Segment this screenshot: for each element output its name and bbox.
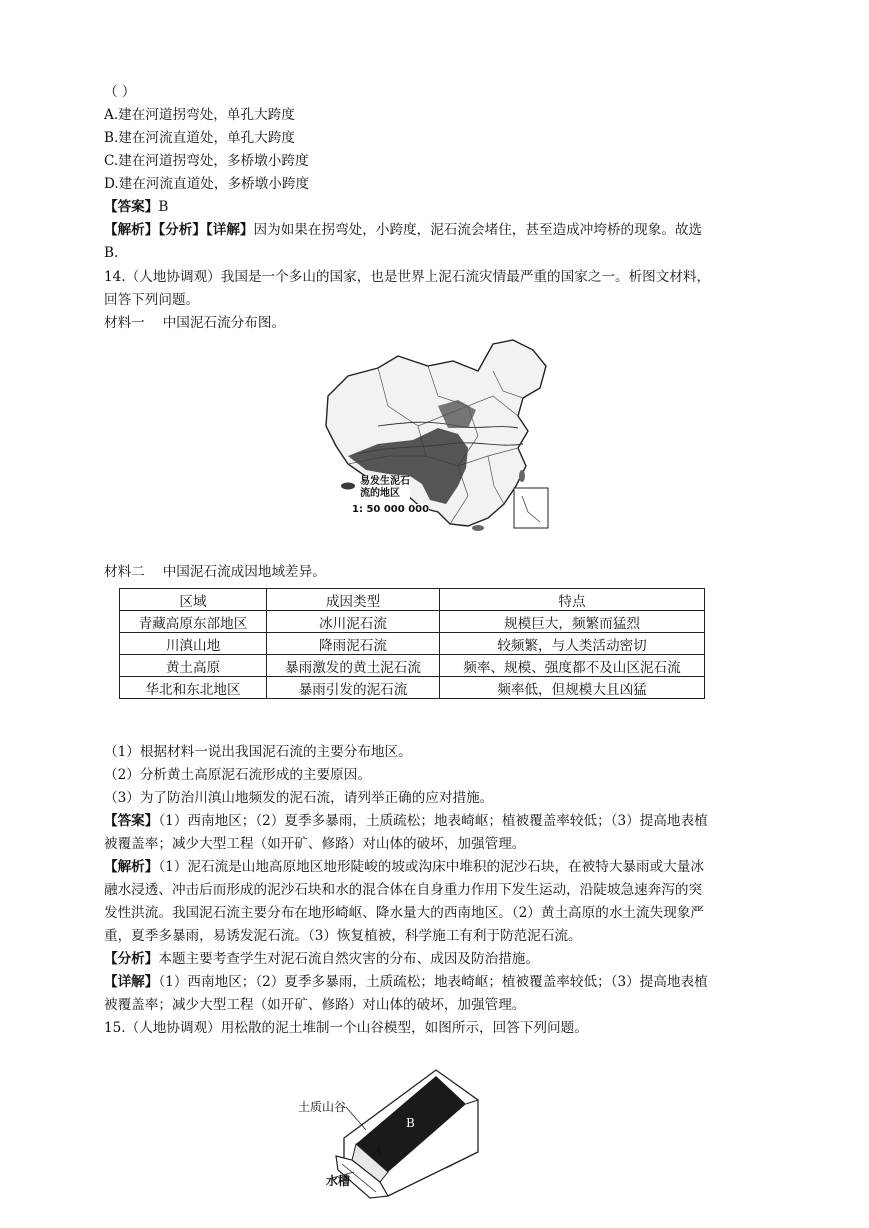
jiexi-tag: 【解析】 (104, 859, 159, 875)
q14-jiexi-cont-2: 发性洪流。我国泥石流主要分布在地形崎岖、降水量大的西南地区。（2）黄土高原的水土流失现象严 (104, 905, 704, 921)
xiangjie-text: （1）西南地区；（2）夏季多暴雨，土质疏松；地表崎岖；植被覆盖率较低；（3）提高地表植 (158, 974, 708, 990)
q14-answer (104, 810, 784, 832)
table-cell: 青藏高原东部地区 (120, 611, 267, 633)
legend-swatch (341, 483, 355, 490)
q13-analysis (104, 219, 784, 241)
table-header-row (120, 589, 705, 611)
table-cell: 频率低，但规模大且凶猛 (440, 677, 705, 699)
valley-model-figure (296, 1060, 486, 1200)
q13-option-b: B.建在河流直道处，单孔大跨度 (104, 130, 296, 146)
legend-label-line1: 易发生泥石 (360, 476, 410, 487)
table-row (120, 655, 705, 677)
table-header: 特点 (440, 589, 705, 611)
table-cell: 黄土高原 (120, 655, 267, 677)
table-cell: 频率、规模、强度都不及山区泥石流 (440, 655, 705, 677)
taiwan-island (519, 470, 525, 482)
jiexi-text: （1）泥石流是山地高原地区地形陡峻的坡或沟床中堆积的泥沙石块，在被特大暴雨或大量冰 (158, 859, 704, 875)
table-cell: 川滇山地 (120, 633, 267, 655)
legend-label-line2: 流的地区 (360, 488, 400, 499)
q13-blank: （ ） (104, 84, 136, 100)
table-cell: 冰川泥石流 (267, 611, 440, 633)
q14-fenxi (104, 948, 784, 970)
q14-sub-question-3: （3）为了防治川滇山地频发的泥石流，请列举正确的应对措施。 (104, 790, 494, 806)
hainan-island (472, 525, 484, 531)
q13-option-c: C.建在河道拐弯处，多桥墩小跨度 (104, 153, 309, 169)
valley-graphic (296, 1060, 486, 1200)
cause-difference-table (119, 588, 705, 699)
china-debris-flow-map (318, 336, 558, 532)
label-b: B (406, 1116, 415, 1130)
q14-sub-question-2: （2）分析黄土高原泥石流形成的主要原因。 (104, 767, 371, 783)
label-water-trough: 水槽 (326, 1174, 351, 1188)
answer-tag: 【答案】 (104, 199, 159, 215)
label-soil-valley: 土质山谷 (298, 1100, 347, 1114)
analysis-tags: 【解析】【分析】【详解】 (104, 222, 254, 238)
material-two-caption: 材料二 中国泥石流成因地域差异。 (104, 564, 326, 580)
fenxi-text: 本题主要考查学生对泥石流自然灾害的分布、成因及防治措施。 (158, 951, 539, 967)
q14-xiangjie (104, 971, 784, 993)
q13-option-d: D.建在河流直道处，多桥墩小跨度 (104, 176, 310, 192)
answer-text: （1）西南地区；（2）夏季多暴雨，土质疏松；地表崎岖；植被覆盖率较低；（3）提高地表植 (158, 813, 708, 829)
south-china-sea-inset (514, 488, 548, 528)
map-legend (360, 476, 410, 500)
xiangjie-tag: 【详解】 (104, 974, 159, 990)
table-header: 成因类型 (267, 589, 440, 611)
material-one-caption: 材料一 中国泥石流分布图。 (104, 315, 286, 331)
table-cell: 降雨泥石流 (267, 633, 440, 655)
q13-answer (104, 196, 784, 218)
q14-jiexi (104, 856, 784, 878)
map-scale: 1: 50 000 000 (352, 504, 430, 515)
label-a: A (374, 1144, 382, 1157)
q13-analysis-cont: B. (104, 245, 119, 261)
table-cell: 华北和东北地区 (120, 677, 267, 699)
map-graphic (318, 336, 558, 532)
q15-stem: 15.（人地协调观）用松散的泥土堆制一个山谷模型，如图所示，回答下列问题。 (104, 1020, 588, 1036)
q14-sub-question-1: （1）根据材料一说出我国泥石流的主要分布地区。 (104, 744, 412, 760)
answer-tag: 【答案】 (104, 813, 159, 829)
q14-stem-cont: 回答下列问题。 (104, 292, 200, 308)
q14-answer-cont: 被覆盖率；减少大型工程（如开矿、修路）对山体的破坏，加强管理。 (104, 836, 526, 852)
table-cell: 暴雨激发的黄土泥石流 (267, 655, 440, 677)
table-row (120, 633, 705, 655)
q14-jiexi-cont-3: 重，夏季多暴雨，易诱发泥石流。（3）恢复植被，科学施工有利于防范泥石流。 (104, 928, 582, 944)
answer-value: B (158, 199, 169, 215)
table-cell: 规模巨大，频繁而猛烈 (440, 611, 705, 633)
fenxi-tag: 【分析】 (104, 951, 159, 967)
table-row (120, 677, 705, 699)
table-cell: 较频繁，与人类活动密切 (440, 633, 705, 655)
table-cell: 暴雨引发的泥石流 (267, 677, 440, 699)
q14-stem: 14.（人地协调观）我国是一个多山的国家，也是世界上泥石流灾情最严重的国家之一。析图文材料， (104, 269, 711, 285)
analysis-text: 因为如果在拐弯处，小跨度，泥石流会堵住，甚至造成冲垮桥的现象。故选 (253, 222, 703, 238)
table-header: 区域 (120, 589, 267, 611)
q14-jiexi-cont-1: 融水浸透、冲击后而形成的泥沙石块和水的混合体在自身重力作用下发生运动，沿陡坡急速奔泻的突 (104, 882, 703, 898)
q13-option-a: A.建在河道拐弯处，单孔大跨度 (104, 107, 295, 123)
q14-xiangjie-cont: 被覆盖率；减少大型工程（如开矿、修路）对山体的破坏，加强管理。 (104, 997, 526, 1013)
table-row (120, 611, 705, 633)
